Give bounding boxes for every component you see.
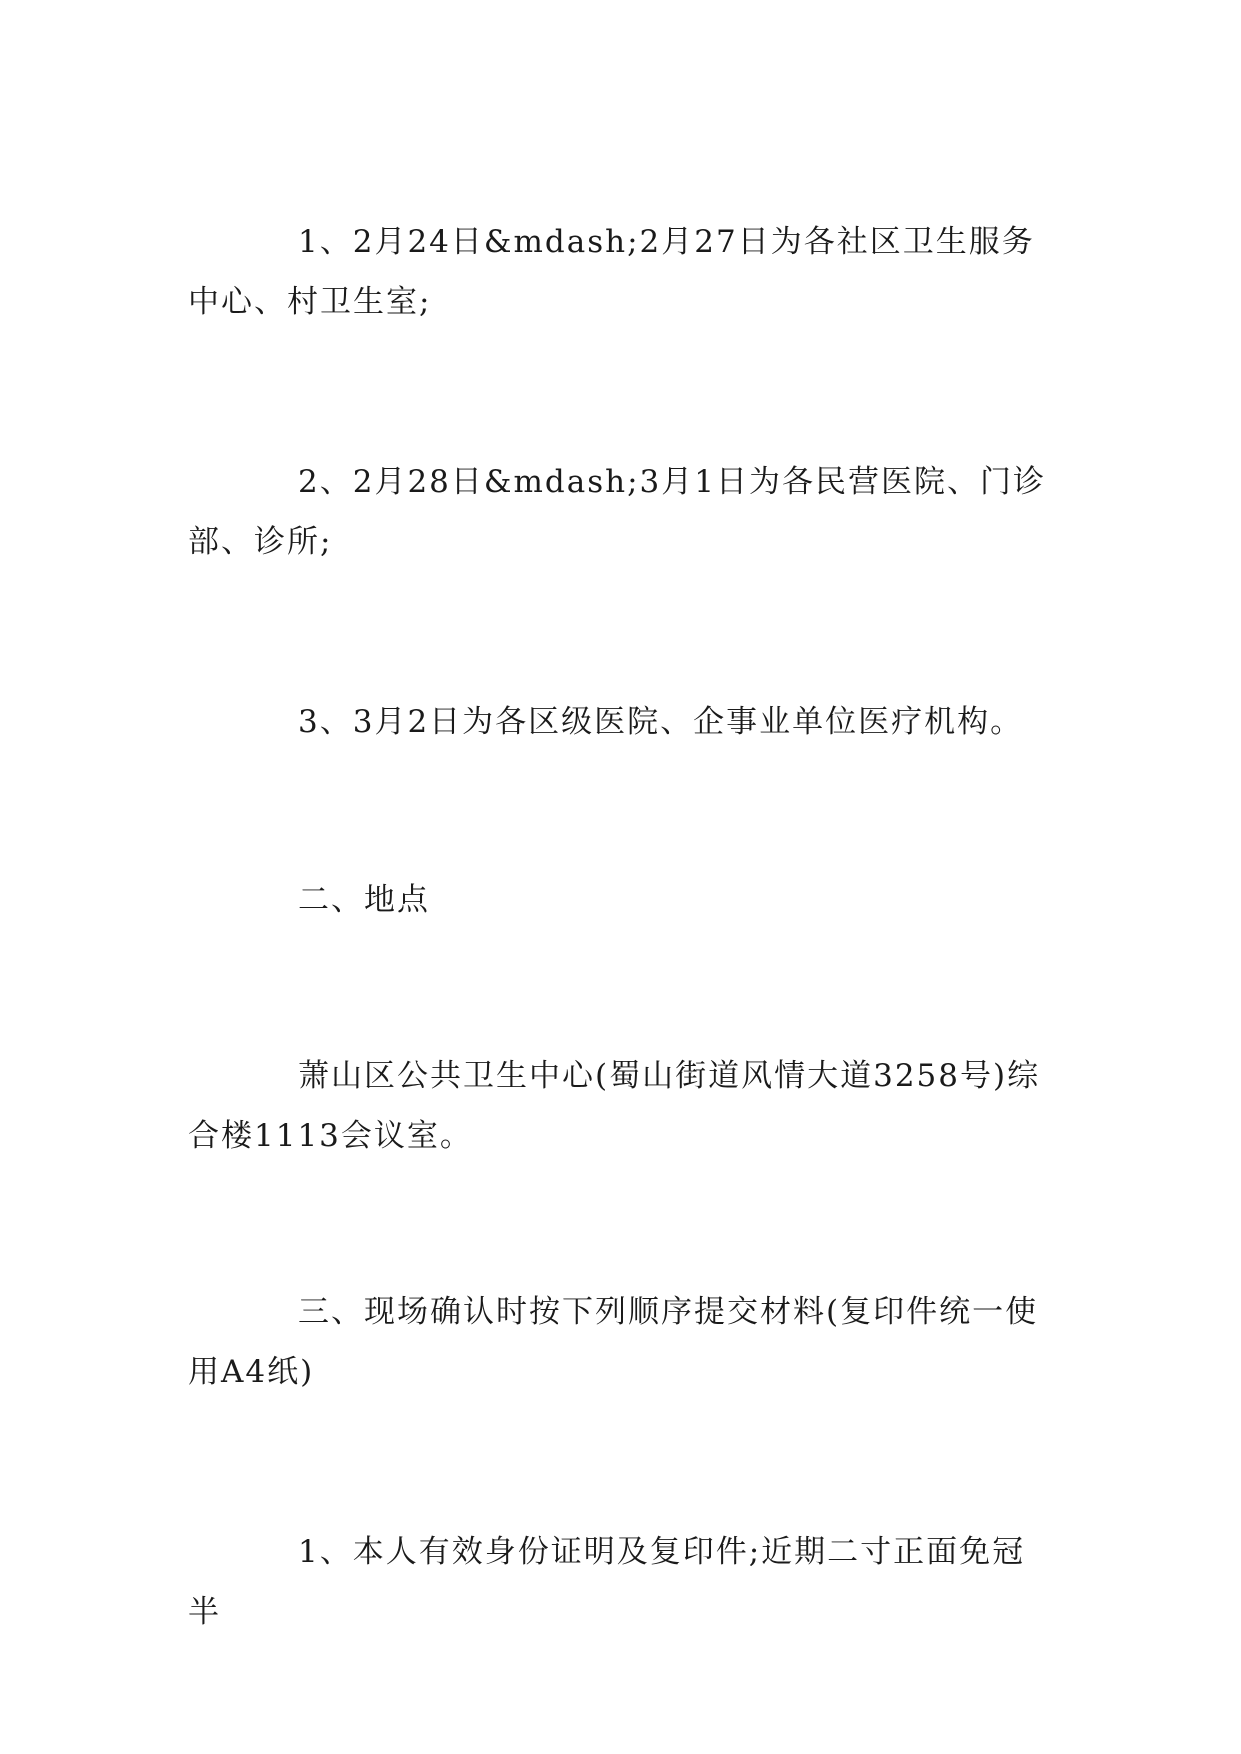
heading-materials: 三、现场确认时按下列顺序提交材料(复印件统一使用A4纸): [188, 1294, 1039, 1390]
paragraph-time-private: 2、2月28日&mdash;3月1日为各民营医院、门诊部、诊所;: [188, 464, 1046, 560]
paragraph-material-id: 1、本人有效身份证明及复印件;近期二寸正面免冠半: [188, 1534, 1026, 1630]
heading-location: 二、地点: [298, 882, 430, 918]
paragraph-time-community: 1、2月24日&mdash;2月27日为各社区卫生服务中心、村卫生室;: [188, 224, 1035, 320]
paragraph-location-address: 萧山区公共卫生中心(蜀山街道风情大道3258号)综合楼1113会议室。: [188, 1058, 1041, 1154]
paragraph-time-district: 3、3月2日为各区级医院、企事业单位医疗机构。: [298, 704, 1024, 740]
